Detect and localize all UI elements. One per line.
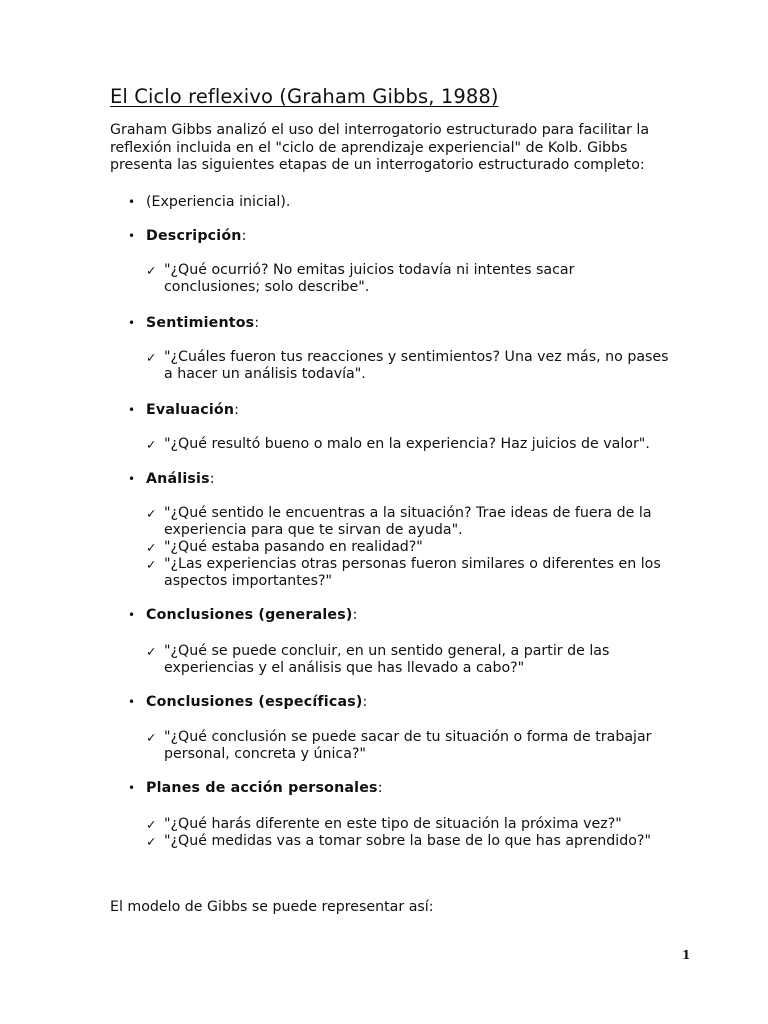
question-text [164,643,704,677]
stage-name: Conclusiones (específicas) [146,694,363,710]
bullet-icon: • [128,608,136,622]
stage-name: Conclusiones (generales) [146,607,353,623]
stage-name: Análisis [146,471,210,487]
question-line: "¿Qué sentido le encuentras a la situación? Trae ideas de fuera de la [164,505,652,521]
question-text [164,349,704,383]
intro-line: Graham Gibbs analizó el uso del interrogatorio estructurado para facilitar la [110,122,650,138]
bullet-icon: • [128,781,136,795]
question-line: "¿Qué harás diferente en este tipo de situación la próxima vez?" [164,816,622,832]
bullet-icon: • [128,403,136,417]
question-line: "¿Qué medidas vas a tomar sobre la base de lo que has aprendido?" [164,833,651,849]
question-line: experiencia para que te sirvan de ayuda". [164,522,463,538]
question-line: experiencias y el análisis que has llevado a cabo?" [164,660,525,676]
closing-sentence: El modelo de Gibbs se puede representar así: [110,899,434,916]
bullet-icon: • [128,472,136,486]
question-text [164,833,704,850]
checkmark-icon: ✓ [146,644,157,659]
stage-name: Sentimientos [146,315,255,331]
question-text [164,505,704,539]
stage-suffix: : [209,471,215,487]
question-line: "¿Qué conclusión se puede sacar de tu situación o forma de trabajar [164,729,652,745]
checkmark-icon: ✓ [146,350,157,365]
stage-suffix: : [241,228,247,244]
question-line: "¿Qué resultó bueno o malo en la experiencia? Haz juicios de valor". [164,436,650,452]
question-line: aspectos importantes?" [164,573,333,589]
stage-suffix: : [234,402,239,418]
question-line: personal, concreta y única?" [164,746,366,762]
stage-label [146,780,382,798]
checkmark-icon: ✓ [146,557,157,572]
stage-label [146,228,246,246]
question-text [164,816,704,833]
question-text [164,729,704,763]
bullet-icon: • [128,195,136,209]
question-text [164,539,704,556]
stage-label [146,607,357,625]
stage-label: (Experiencia inicial). [146,194,291,210]
intro-paragraph [110,122,700,175]
checkmark-icon: ✓ [146,834,157,849]
intro-line: presenta las siguientes etapas de un interrogatorio estructurado completo: [110,157,645,174]
stage-name: Evaluación [146,402,235,418]
question-line: conclusiones; solo describe". [164,279,370,295]
question-line: "¿Qué se puede concluir, en un sentido general, a partir de las [164,643,610,659]
stage-suffix: : [362,694,368,710]
question-line: a hacer un análisis todavía". [164,366,366,382]
intro-line: reflexión incluida en el "ciclo de aprendizaje experiencial" de Kolb. Gibbs [110,139,628,156]
checkmark-icon: ✓ [146,437,157,452]
document-title: El Ciclo reflexivo (Graham Gibbs, 1988) [110,85,499,108]
stage-label [146,471,215,489]
question-text [164,436,704,453]
bullet-icon: • [128,316,136,330]
question-line: "¿Las experiencias otras personas fueron similares o diferentes en los [164,556,661,572]
question-line: "¿Qué estaba pasando en realidad?" [164,539,423,555]
stage-name: Planes de acción personales [146,780,378,796]
bullet-icon: • [128,229,136,243]
question-text [164,262,704,296]
stage-label [146,694,367,712]
bullet-icon: • [128,695,136,709]
stage-name: Descripción [146,228,242,244]
page-number: 1 [682,948,691,962]
checkmark-icon: ✓ [146,540,157,555]
stage-label [146,402,239,420]
stage-suffix: : [377,780,383,796]
question-text [164,556,704,590]
checkmark-icon: ✓ [146,263,157,278]
stage-label [146,315,259,333]
question-line: "¿Cuáles fueron tus reacciones y sentimientos? Una vez más, no pases [164,349,669,365]
checkmark-icon: ✓ [146,817,157,832]
checkmark-icon: ✓ [146,730,157,745]
question-line: "¿Qué ocurrió? No emitas juicios todavía ni intentes sacar [164,262,575,278]
stage-suffix: : [254,315,260,331]
stage-suffix: : [352,607,358,623]
checkmark-icon: ✓ [146,506,157,521]
